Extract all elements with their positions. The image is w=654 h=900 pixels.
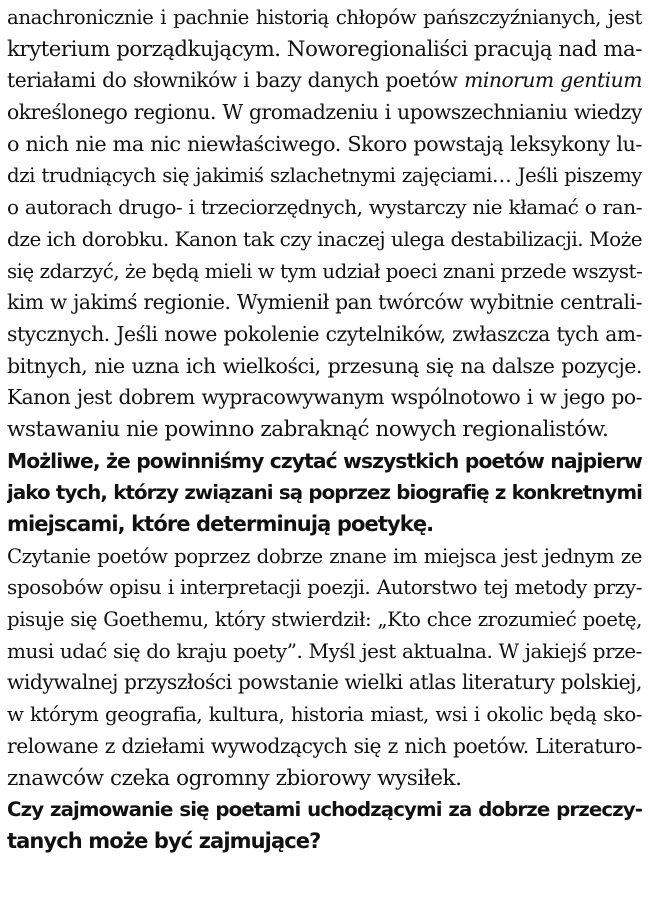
interview-question-2 <box>7 794 642 857</box>
text-line: pisuje się Goethemu, który stwierdził: „Kto chce zrozumieć poetę, <box>7 608 642 632</box>
text-line: znawców czeka ogromny zbiorowy wysiłek. <box>7 765 462 791</box>
text-line: wstawaniu nie powinno zabraknąć nowych regionalistów. <box>7 416 609 442</box>
text-line: o nich nie ma nic niewłaściwego. Skoro powstają leksykony lu- <box>7 131 642 156</box>
text-line: w którym geografia, kultura, historia miast, wsi i okolic będą sko- <box>7 703 642 727</box>
text-fragment: teriałami do słowników i bazy danych poetów <box>7 68 465 93</box>
text-line: określonego regionu. W gromadzeniu i upowszechnianiu wiedzy <box>7 100 642 125</box>
text-line: bitnych, nie uzna ich wielkości, przesuną się na dalsze pozycje. <box>7 353 642 378</box>
text-line: widywalnej przyszłości powstanie wielki atlas literatury polskiej, <box>7 670 642 695</box>
answer-paragraph-2 <box>7 541 642 795</box>
text-line: musi udać się do kraju poety”. Myśl jest aktualna. W jakiejś prze- <box>7 638 642 663</box>
text-line <box>7 65 642 97</box>
text-line: anachronicznie i pachnie historią chłopów pańszczyźnianych, jest <box>7 6 642 29</box>
text-line: dze ich dorobku. Kanon tak czy inaczej ulega destabilizacji. Może <box>7 226 642 251</box>
question-line: Czy zajmowanie się poetami uchodzącymi za dobrze przeczy- <box>7 798 642 822</box>
interview-question-1 <box>7 446 642 541</box>
text-line: dzi trudniących się jakimiś szlachetnymi zajęciami… Jeśli piszemy <box>7 164 642 188</box>
answer-paragraph-1 <box>7 2 642 446</box>
text-line: kryterium porządkującym. Noworegionaliści pracują nad ma- <box>7 36 642 62</box>
text-line: stycznych. Jeśli nowe pokolenie czytelników, zwłaszcza tych am- <box>7 321 642 346</box>
question-line: tanych może być zajmujące? <box>7 828 321 853</box>
question-line: jako tych, którzy związani są poprzez biografię z konkretnymi <box>7 481 642 505</box>
text-line: kim w jakimś regionie. Wymienił pan twórców wybitnie centrali- <box>7 290 642 315</box>
text-line: Kanon jest dobrem wypracowywanym wspólnotowo i w jego po- <box>7 385 642 410</box>
text-line: sposobów opisu i interpretacji poezji. Autorstwo tej metody przy- <box>7 575 642 600</box>
text-line: o autorach drugo- i trzeciorzędnych, wystarczy nie kłamać o ran- <box>7 195 642 220</box>
text-line: relowane z dziełami wywodzących się z nich poetów. Literaturo- <box>7 733 642 758</box>
text-line: Czytanie poetów poprzez dobrze znane im miejsca jest jednym ze <box>7 544 642 568</box>
question-line: Możliwe, że powinniśmy czytać wszystkich poetów najpierw <box>7 448 642 473</box>
text-line: się zdarzyć, że będą mieli w tym udział poeci znani przede wszyst- <box>7 259 642 283</box>
question-line: miejscami, które determinują poetykę. <box>7 512 434 536</box>
italic-phrase: minorum gentium <box>464 68 642 93</box>
